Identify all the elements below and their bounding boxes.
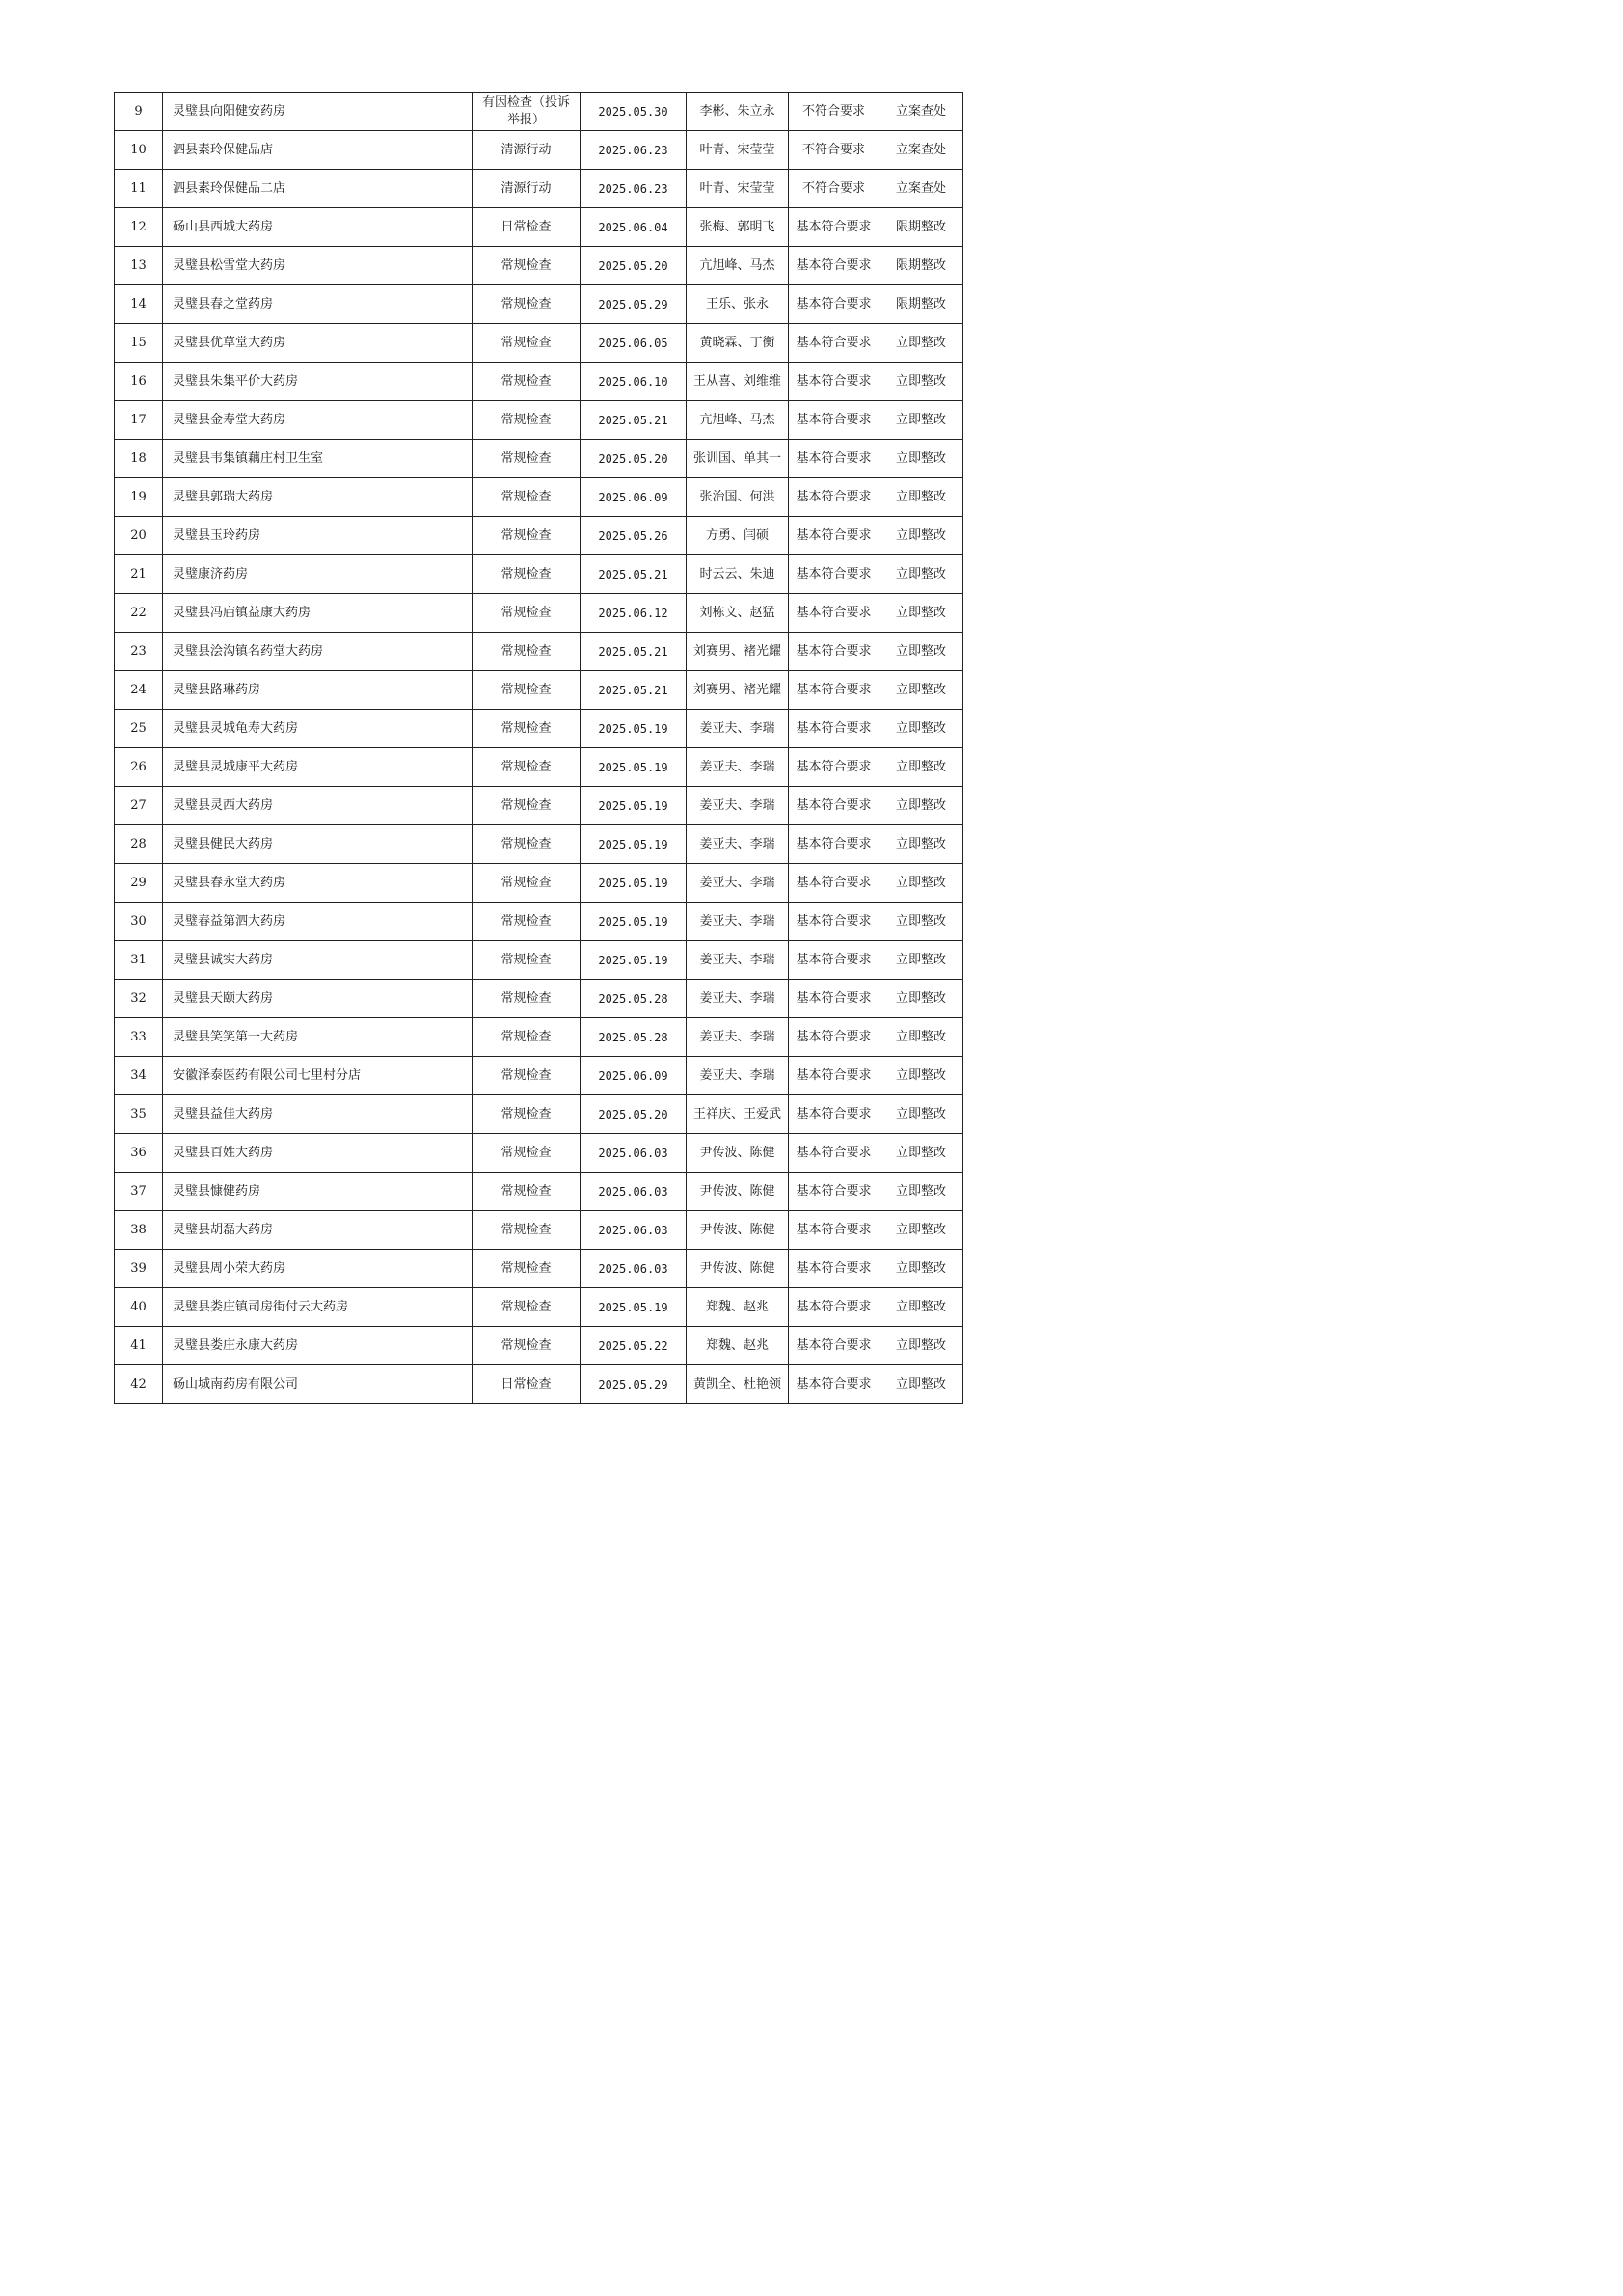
handling-action-cell: 立即整改: [879, 478, 963, 517]
handling-action-cell: 立即整改: [879, 980, 963, 1018]
inspectors-cell: 黄凯全、杜艳领: [687, 1365, 789, 1404]
inspection-type-cell: 常规检查: [473, 903, 581, 941]
inspectors-cell: 刘赛男、褚光耀: [687, 671, 789, 710]
table-row: [115, 1327, 963, 1365]
inspection-result-cell: 基本符合要求: [789, 787, 879, 825]
inspection-type-cell: 常规检查: [473, 748, 581, 787]
inspectors-cell: 刘栋文、赵猛: [687, 594, 789, 633]
row-number-cell: 10: [115, 131, 163, 170]
entity-name-cell: 灵璧县诚实大药房: [163, 941, 473, 980]
row-number-cell: 24: [115, 671, 163, 710]
inspection-date-cell: 2025.05.19: [581, 903, 687, 941]
inspection-date-cell: 2025.05.22: [581, 1327, 687, 1365]
handling-action-cell: 立即整改: [879, 941, 963, 980]
row-number-cell: 28: [115, 825, 163, 864]
inspection-type-cell: 常规检查: [473, 633, 581, 671]
entity-name-cell: 灵璧县慷健药房: [163, 1173, 473, 1211]
inspection-type-cell: 清源行动: [473, 170, 581, 208]
inspection-table: [114, 92, 963, 1404]
inspection-result-cell: 基本符合要求: [789, 1211, 879, 1250]
inspection-date-cell: 2025.05.21: [581, 401, 687, 440]
inspection-date-cell: 2025.06.03: [581, 1211, 687, 1250]
table-row: [115, 594, 963, 633]
inspection-type-cell: 有因检查（投诉举报）: [473, 93, 581, 131]
table-row: [115, 247, 963, 285]
inspection-type-cell: 常规检查: [473, 324, 581, 363]
inspection-date-cell: 2025.06.23: [581, 131, 687, 170]
inspectors-cell: 王从喜、刘维维: [687, 363, 789, 401]
inspection-type-cell: 常规检查: [473, 478, 581, 517]
inspection-result-cell: 不符合要求: [789, 131, 879, 170]
entity-name-cell: 灵璧县健民大药房: [163, 825, 473, 864]
inspection-date-cell: 2025.06.12: [581, 594, 687, 633]
handling-action-cell: 立即整改: [879, 363, 963, 401]
table-row: [115, 864, 963, 903]
inspection-result-cell: 基本符合要求: [789, 903, 879, 941]
inspection-result-cell: 基本符合要求: [789, 478, 879, 517]
inspectors-cell: 黄晓霖、丁衡: [687, 324, 789, 363]
inspection-type-cell: 常规检查: [473, 864, 581, 903]
inspection-type-cell: 日常检查: [473, 208, 581, 247]
inspection-type-cell: 常规检查: [473, 1288, 581, 1327]
inspection-result-cell: 基本符合要求: [789, 285, 879, 324]
inspectors-cell: 张训国、单其一: [687, 440, 789, 478]
inspectors-cell: 王祥庆、王爱武: [687, 1095, 789, 1134]
inspectors-cell: 姜亚夫、李瑞: [687, 980, 789, 1018]
handling-action-cell: 立即整改: [879, 1288, 963, 1327]
inspection-result-cell: 基本符合要求: [789, 671, 879, 710]
inspection-date-cell: 2025.06.23: [581, 170, 687, 208]
inspection-type-cell: 常规检查: [473, 1173, 581, 1211]
table-row: [115, 671, 963, 710]
row-number-cell: 31: [115, 941, 163, 980]
handling-action-cell: 立即整改: [879, 1018, 963, 1057]
entity-name-cell: 灵璧县向阳健安药房: [163, 93, 473, 131]
handling-action-cell: 立即整改: [879, 633, 963, 671]
table-row: [115, 1288, 963, 1327]
table-row: [115, 633, 963, 671]
inspection-date-cell: 2025.05.28: [581, 980, 687, 1018]
row-number-cell: 40: [115, 1288, 163, 1327]
table-row: [115, 131, 963, 170]
inspection-result-cell: 基本符合要求: [789, 363, 879, 401]
inspection-date-cell: 2025.05.21: [581, 633, 687, 671]
handling-action-cell: 立即整改: [879, 1095, 963, 1134]
inspection-date-cell: 2025.05.19: [581, 864, 687, 903]
handling-action-cell: 立即整改: [879, 1365, 963, 1404]
table-row: [115, 478, 963, 517]
inspection-result-cell: 基本符合要求: [789, 1250, 879, 1288]
handling-action-cell: 立即整改: [879, 671, 963, 710]
inspection-result-cell: 基本符合要求: [789, 208, 879, 247]
row-number-cell: 21: [115, 555, 163, 594]
handling-action-cell: 立案查处: [879, 93, 963, 131]
inspection-date-cell: 2025.05.19: [581, 748, 687, 787]
inspection-date-cell: 2025.05.19: [581, 710, 687, 748]
inspection-date-cell: 2025.06.04: [581, 208, 687, 247]
inspection-date-cell: 2025.06.03: [581, 1173, 687, 1211]
inspection-type-cell: 常规检查: [473, 1057, 581, 1095]
entity-name-cell: 安徽泽泰医药有限公司七里村分店: [163, 1057, 473, 1095]
inspection-date-cell: 2025.05.19: [581, 1288, 687, 1327]
inspection-result-cell: 基本符合要求: [789, 710, 879, 748]
inspection-date-cell: 2025.06.09: [581, 478, 687, 517]
inspection-date-cell: 2025.06.03: [581, 1250, 687, 1288]
inspectors-cell: 姜亚夫、李瑞: [687, 825, 789, 864]
inspection-result-cell: 基本符合要求: [789, 594, 879, 633]
handling-action-cell: 立即整改: [879, 1057, 963, 1095]
table-row: [115, 1250, 963, 1288]
row-number-cell: 34: [115, 1057, 163, 1095]
inspection-type-cell: 常规检查: [473, 594, 581, 633]
inspectors-cell: 姜亚夫、李瑞: [687, 748, 789, 787]
table-row: [115, 517, 963, 555]
table-row: [115, 787, 963, 825]
handling-action-cell: 限期整改: [879, 208, 963, 247]
row-number-cell: 15: [115, 324, 163, 363]
row-number-cell: 41: [115, 1327, 163, 1365]
row-number-cell: 37: [115, 1173, 163, 1211]
inspectors-cell: 姜亚夫、李瑞: [687, 864, 789, 903]
row-number-cell: 20: [115, 517, 163, 555]
inspection-date-cell: 2025.05.20: [581, 1095, 687, 1134]
inspection-result-cell: 基本符合要求: [789, 247, 879, 285]
entity-name-cell: 泗县素玲保健品店: [163, 131, 473, 170]
inspection-type-cell: 常规检查: [473, 247, 581, 285]
handling-action-cell: 立即整改: [879, 401, 963, 440]
handling-action-cell: 立即整改: [879, 1134, 963, 1173]
row-number-cell: 42: [115, 1365, 163, 1404]
inspection-result-cell: 基本符合要求: [789, 980, 879, 1018]
table-row: [115, 710, 963, 748]
row-number-cell: 16: [115, 363, 163, 401]
entity-name-cell: 灵璧春益第泗大药房: [163, 903, 473, 941]
inspectors-cell: 姜亚夫、李瑞: [687, 1018, 789, 1057]
row-number-cell: 11: [115, 170, 163, 208]
table-row: [115, 903, 963, 941]
row-number-cell: 9: [115, 93, 163, 131]
inspection-date-cell: 2025.06.10: [581, 363, 687, 401]
inspection-result-cell: 基本符合要求: [789, 1095, 879, 1134]
row-number-cell: 23: [115, 633, 163, 671]
entity-name-cell: 灵璧康济药房: [163, 555, 473, 594]
entity-name-cell: 灵璧县天颐大药房: [163, 980, 473, 1018]
entity-name-cell: 灵璧县胡磊大药房: [163, 1211, 473, 1250]
entity-name-cell: 灵璧县春之堂药房: [163, 285, 473, 324]
inspectors-cell: 时云云、朱迪: [687, 555, 789, 594]
inspection-type-cell: 常规检查: [473, 710, 581, 748]
entity-name-cell: 灵璧县玉玲药房: [163, 517, 473, 555]
row-number-cell: 36: [115, 1134, 163, 1173]
handling-action-cell: 立即整改: [879, 864, 963, 903]
entity-name-cell: 灵璧县灵西大药房: [163, 787, 473, 825]
inspection-date-cell: 2025.05.21: [581, 555, 687, 594]
inspection-type-cell: 常规检查: [473, 980, 581, 1018]
row-number-cell: 14: [115, 285, 163, 324]
inspection-type-cell: 常规检查: [473, 285, 581, 324]
table-row: [115, 401, 963, 440]
handling-action-cell: 立即整改: [879, 517, 963, 555]
row-number-cell: 35: [115, 1095, 163, 1134]
inspection-result-cell: 基本符合要求: [789, 1327, 879, 1365]
row-number-cell: 26: [115, 748, 163, 787]
table-row: [115, 285, 963, 324]
inspection-result-cell: 基本符合要求: [789, 517, 879, 555]
row-number-cell: 25: [115, 710, 163, 748]
inspectors-cell: 尹传波、陈健: [687, 1173, 789, 1211]
row-number-cell: 38: [115, 1211, 163, 1250]
entity-name-cell: 砀山城南药房有限公司: [163, 1365, 473, 1404]
entity-name-cell: 灵璧县笑笑第一大药房: [163, 1018, 473, 1057]
inspection-date-cell: 2025.05.28: [581, 1018, 687, 1057]
inspection-type-cell: 常规检查: [473, 787, 581, 825]
inspection-type-cell: 日常检查: [473, 1365, 581, 1404]
handling-action-cell: 立即整改: [879, 440, 963, 478]
table-body: [115, 93, 963, 1404]
inspection-date-cell: 2025.06.05: [581, 324, 687, 363]
row-number-cell: 17: [115, 401, 163, 440]
row-number-cell: 27: [115, 787, 163, 825]
row-number-cell: 39: [115, 1250, 163, 1288]
handling-action-cell: 立即整改: [879, 1327, 963, 1365]
inspection-result-cell: 基本符合要求: [789, 555, 879, 594]
row-number-cell: 13: [115, 247, 163, 285]
entity-name-cell: 灵璧县灵城康平大药房: [163, 748, 473, 787]
inspection-result-cell: 基本符合要求: [789, 1288, 879, 1327]
inspectors-cell: 姜亚夫、李瑞: [687, 903, 789, 941]
entity-name-cell: 灵璧县优草堂大药房: [163, 324, 473, 363]
inspection-result-cell: 基本符合要求: [789, 401, 879, 440]
inspection-result-cell: 基本符合要求: [789, 1057, 879, 1095]
inspection-date-cell: 2025.06.03: [581, 1134, 687, 1173]
inspectors-cell: 张梅、郭明飞: [687, 208, 789, 247]
entity-name-cell: 灵璧县韦集镇藕庄村卫生室: [163, 440, 473, 478]
inspection-result-cell: 基本符合要求: [789, 440, 879, 478]
inspectors-cell: 郑魏、赵兆: [687, 1288, 789, 1327]
inspection-result-cell: 基本符合要求: [789, 748, 879, 787]
entity-name-cell: 灵璧县周小荣大药房: [163, 1250, 473, 1288]
entity-name-cell: 泗县素玲保健品二店: [163, 170, 473, 208]
table-row: [115, 93, 963, 131]
handling-action-cell: 立即整改: [879, 324, 963, 363]
handling-action-cell: 限期整改: [879, 285, 963, 324]
handling-action-cell: 立即整改: [879, 594, 963, 633]
entity-name-cell: 灵璧县百姓大药房: [163, 1134, 473, 1173]
table-row: [115, 825, 963, 864]
inspection-date-cell: 2025.05.20: [581, 247, 687, 285]
inspection-date-cell: 2025.05.20: [581, 440, 687, 478]
table-row: [115, 980, 963, 1018]
row-number-cell: 19: [115, 478, 163, 517]
table-row: [115, 1134, 963, 1173]
table-row: [115, 1018, 963, 1057]
entity-name-cell: 灵璧县娄庄永康大药房: [163, 1327, 473, 1365]
inspection-date-cell: 2025.05.26: [581, 517, 687, 555]
inspectors-cell: 刘赛男、褚光耀: [687, 633, 789, 671]
table-row: [115, 555, 963, 594]
row-number-cell: 32: [115, 980, 163, 1018]
inspectors-cell: 李彬、朱立永: [687, 93, 789, 131]
inspection-date-cell: 2025.05.30: [581, 93, 687, 131]
inspectors-cell: 叶青、宋莹莹: [687, 170, 789, 208]
entity-name-cell: 灵璧县灵城龟寿大药房: [163, 710, 473, 748]
row-number-cell: 22: [115, 594, 163, 633]
table-row: [115, 208, 963, 247]
inspection-result-cell: 不符合要求: [789, 93, 879, 131]
inspectors-cell: 亢旭峰、马杰: [687, 247, 789, 285]
table-row: [115, 170, 963, 208]
inspection-type-cell: 清源行动: [473, 131, 581, 170]
row-number-cell: 33: [115, 1018, 163, 1057]
handling-action-cell: 立即整改: [879, 710, 963, 748]
inspection-type-cell: 常规检查: [473, 440, 581, 478]
entity-name-cell: 灵璧县金寿堂大药房: [163, 401, 473, 440]
handling-action-cell: 立即整改: [879, 787, 963, 825]
table-row: [115, 941, 963, 980]
inspection-result-cell: 基本符合要求: [789, 1173, 879, 1211]
handling-action-cell: 立即整改: [879, 555, 963, 594]
inspection-result-cell: 基本符合要求: [789, 825, 879, 864]
inspectors-cell: 姜亚夫、李瑞: [687, 710, 789, 748]
inspection-type-cell: 常规检查: [473, 1018, 581, 1057]
inspectors-cell: 亢旭峰、马杰: [687, 401, 789, 440]
inspectors-cell: 尹传波、陈健: [687, 1134, 789, 1173]
inspection-type-cell: 常规检查: [473, 1211, 581, 1250]
table-row: [115, 748, 963, 787]
row-number-cell: 18: [115, 440, 163, 478]
inspection-date-cell: 2025.05.21: [581, 671, 687, 710]
inspection-type-cell: 常规检查: [473, 1134, 581, 1173]
handling-action-cell: 立案查处: [879, 131, 963, 170]
entity-name-cell: 灵璧县路琳药房: [163, 671, 473, 710]
inspection-result-cell: 基本符合要求: [789, 1365, 879, 1404]
inspection-result-cell: 基本符合要求: [789, 1134, 879, 1173]
handling-action-cell: 立案查处: [879, 170, 963, 208]
table-row: [115, 1057, 963, 1095]
inspection-date-cell: 2025.05.29: [581, 285, 687, 324]
inspectors-cell: 尹传波、陈健: [687, 1211, 789, 1250]
table-row: [115, 1095, 963, 1134]
handling-action-cell: 立即整改: [879, 1173, 963, 1211]
inspectors-cell: 王乐、张永: [687, 285, 789, 324]
table-row: [115, 1211, 963, 1250]
entity-name-cell: 灵璧县冯庙镇益康大药房: [163, 594, 473, 633]
table-row: [115, 1365, 963, 1404]
inspection-type-cell: 常规检查: [473, 401, 581, 440]
inspectors-cell: 郑魏、赵兆: [687, 1327, 789, 1365]
inspectors-cell: 方勇、闫硕: [687, 517, 789, 555]
inspection-type-cell: 常规检查: [473, 825, 581, 864]
inspection-type-cell: 常规检查: [473, 671, 581, 710]
table-row: [115, 324, 963, 363]
entity-name-cell: 灵璧县郭瑞大药房: [163, 478, 473, 517]
inspectors-cell: 姜亚夫、李瑞: [687, 941, 789, 980]
table-row: [115, 440, 963, 478]
row-number-cell: 12: [115, 208, 163, 247]
inspection-type-cell: 常规检查: [473, 555, 581, 594]
entity-name-cell: 灵璧县春永堂大药房: [163, 864, 473, 903]
table-row: [115, 363, 963, 401]
inspectors-cell: 尹传波、陈健: [687, 1250, 789, 1288]
handling-action-cell: 立即整改: [879, 903, 963, 941]
inspection-result-cell: 基本符合要求: [789, 864, 879, 903]
entity-name-cell: 灵璧县朱集平价大药房: [163, 363, 473, 401]
entity-name-cell: 灵璧县松雪堂大药房: [163, 247, 473, 285]
row-number-cell: 30: [115, 903, 163, 941]
inspection-result-cell: 基本符合要求: [789, 324, 879, 363]
handling-action-cell: 立即整改: [879, 1211, 963, 1250]
inspection-type-cell: 常规检查: [473, 363, 581, 401]
inspection-type-cell: 常规检查: [473, 1250, 581, 1288]
inspectors-cell: 张治国、何洪: [687, 478, 789, 517]
inspection-date-cell: 2025.06.09: [581, 1057, 687, 1095]
inspection-result-cell: 基本符合要求: [789, 941, 879, 980]
inspection-type-cell: 常规检查: [473, 1095, 581, 1134]
inspection-date-cell: 2025.05.29: [581, 1365, 687, 1404]
inspection-result-cell: 基本符合要求: [789, 633, 879, 671]
handling-action-cell: 立即整改: [879, 1250, 963, 1288]
inspection-date-cell: 2025.05.19: [581, 825, 687, 864]
inspection-result-cell: 基本符合要求: [789, 1018, 879, 1057]
handling-action-cell: 限期整改: [879, 247, 963, 285]
entity-name-cell: 灵璧县益佳大药房: [163, 1095, 473, 1134]
inspection-date-cell: 2025.05.19: [581, 941, 687, 980]
inspection-result-cell: 不符合要求: [789, 170, 879, 208]
handling-action-cell: 立即整改: [879, 748, 963, 787]
inspection-type-cell: 常规检查: [473, 1327, 581, 1365]
inspectors-cell: 姜亚夫、李瑞: [687, 1057, 789, 1095]
inspection-date-cell: 2025.05.19: [581, 787, 687, 825]
table-row: [115, 1173, 963, 1211]
row-number-cell: 29: [115, 864, 163, 903]
entity-name-cell: 砀山县西城大药房: [163, 208, 473, 247]
handling-action-cell: 立即整改: [879, 825, 963, 864]
inspectors-cell: 姜亚夫、李瑞: [687, 787, 789, 825]
entity-name-cell: 灵璧县浍沟镇名药堂大药房: [163, 633, 473, 671]
inspectors-cell: 叶青、宋莹莹: [687, 131, 789, 170]
entity-name-cell: 灵璧县娄庄镇司房街付云大药房: [163, 1288, 473, 1327]
inspection-type-cell: 常规检查: [473, 517, 581, 555]
inspection-type-cell: 常规检查: [473, 941, 581, 980]
